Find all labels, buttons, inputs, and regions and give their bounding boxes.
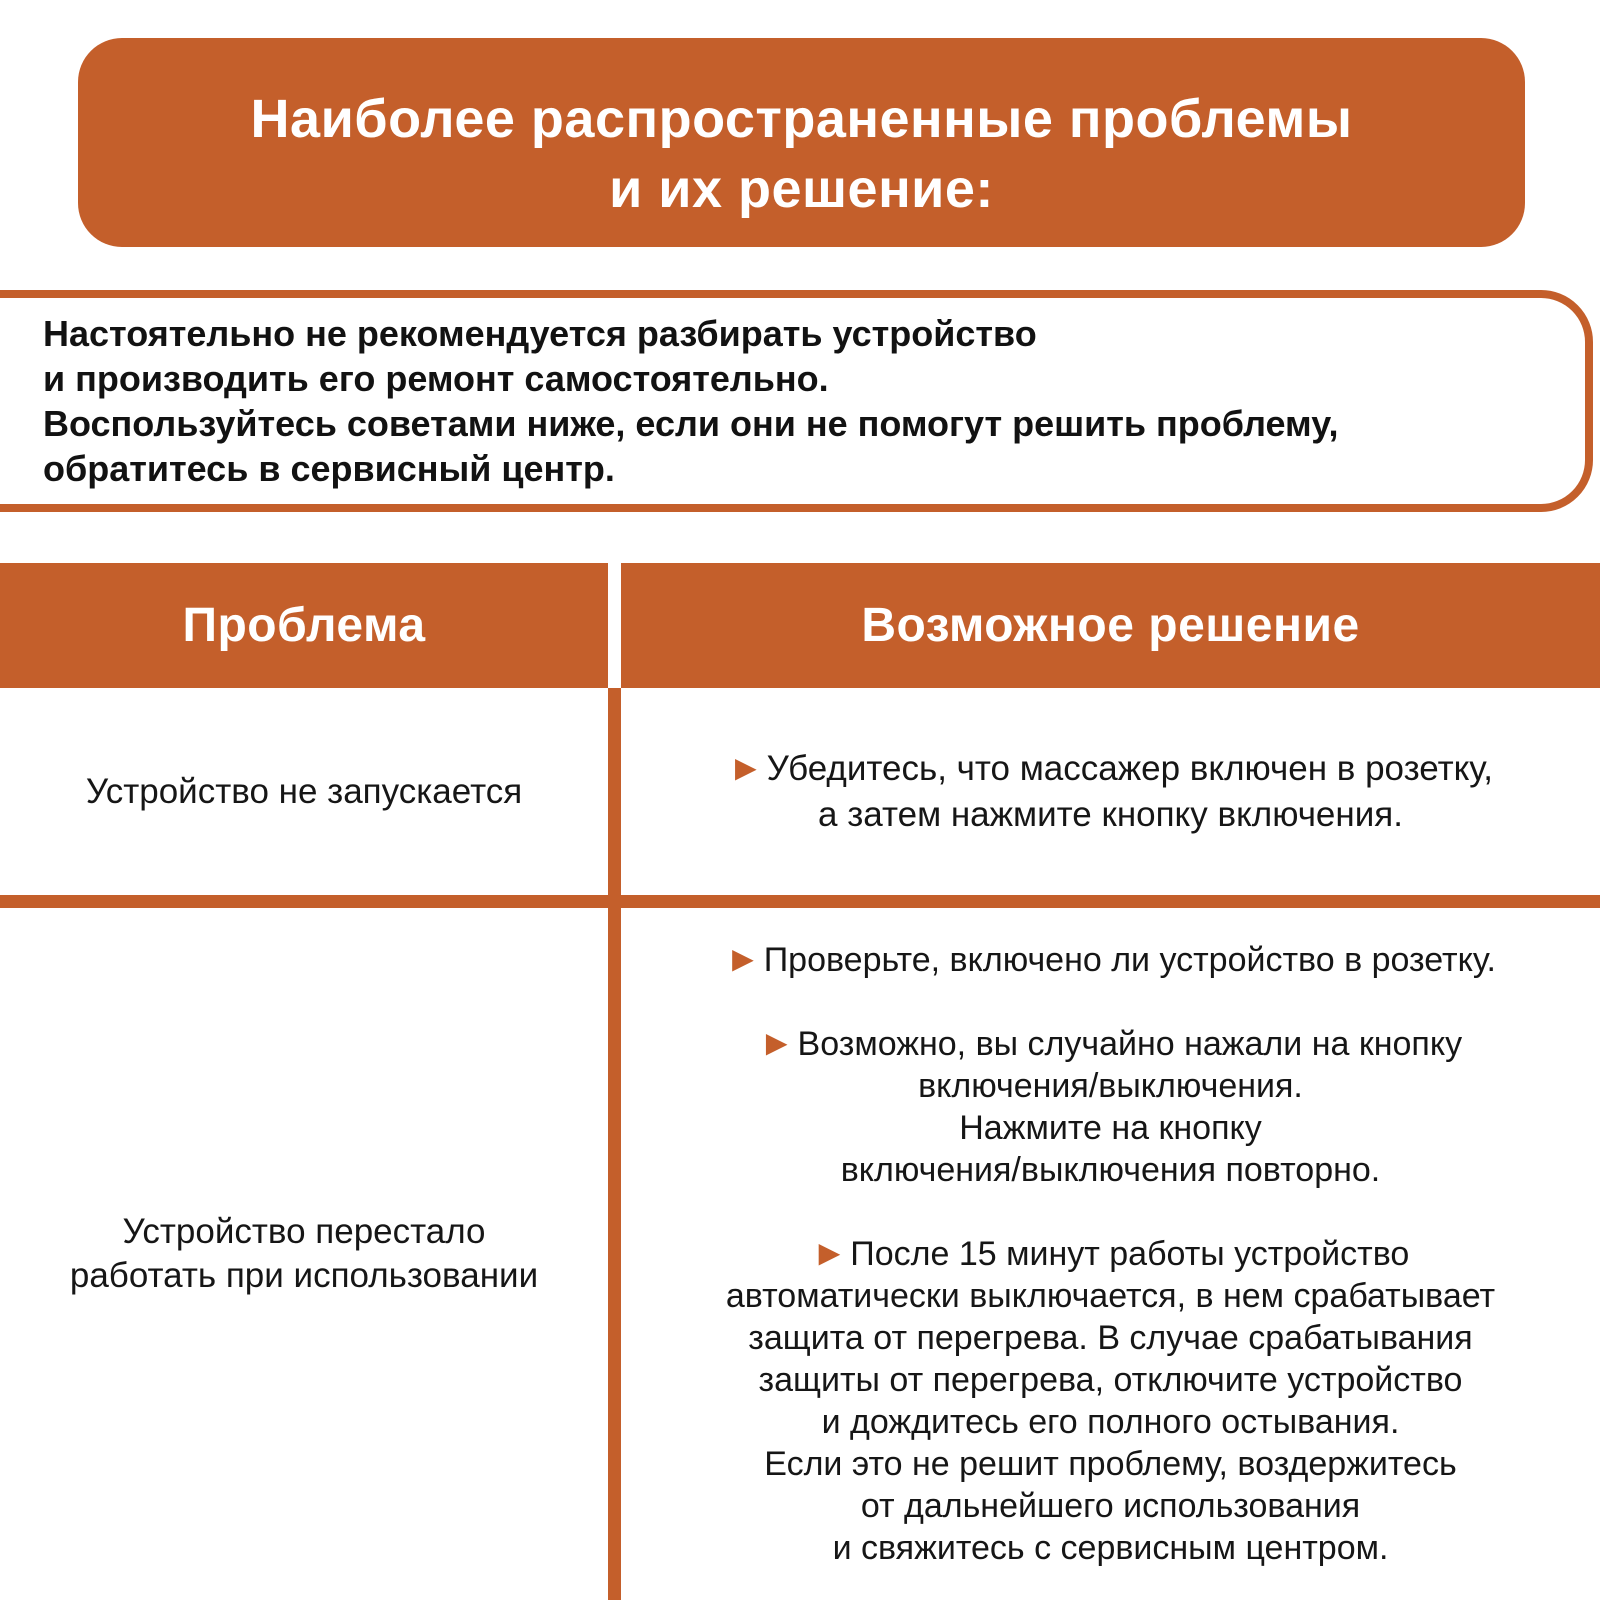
solution-line-text: После 15 минут работы устройство [850,1235,1410,1273]
bullet-triangle-icon: ► [811,1232,848,1273]
solution-block [759,1023,1462,1191]
solution-line-text: от дальнейшего использования [860,1487,1361,1525]
solution-line-text: включения/выключения повторно. [840,1151,1381,1189]
solution-line-text: Убедитесь, что массажер включен в розетку, [766,748,1494,788]
solution-line-text: и свяжитесь с сервисным центром. [832,1529,1389,1567]
solution-line-text: Возможно, вы случайно нажали на кнопку [797,1025,1463,1063]
warning-box [0,290,1593,512]
solution-line [759,1023,1462,1065]
solution-line-text: включения/выключения. [918,1067,1303,1105]
warning-line-1: Настоятельно не рекомендуется разбирать устройство [43,313,1037,354]
page-title-line-1: Наиболее распространенные проблемы [250,88,1353,149]
solution-line-text: защиты от перегрева, отключите устройство [758,1361,1463,1399]
warning-line-3: Воспользуйтесь советами ниже, если они не помогут решить проблему, [43,403,1339,444]
bullet-triangle-icon: ► [725,938,761,979]
problem-text: Устройство перестало [122,1212,486,1251]
solution-line-text: защита от перегрева. В случае срабатывания [748,1319,1473,1357]
table-header-problem [0,563,608,688]
table-row-1-solution-cell [621,688,1600,895]
warning-line-4: обратитесь в сервисный центр. [43,448,615,489]
table-row-2-problem-cell [0,908,608,1600]
table-header-solution-label: Возможное решение [861,599,1360,652]
bullet-triangle-icon: ► [727,746,764,788]
solution-line-text: а затем нажмите кнопку включения. [818,794,1403,834]
solution-line-text: автоматически выключается, в нем срабатывает [725,1277,1496,1315]
column-divider [608,688,621,1600]
table-header-solution [621,563,1600,688]
solution-line [728,746,1493,792]
title-banner [78,38,1525,247]
warning-line-2: и производить его ремонт самостоятельно. [43,358,829,399]
solution-line [725,939,1496,981]
table-header-problem-label: Проблема [182,599,426,652]
row-separator [0,895,1600,908]
solution-line [812,1233,1410,1275]
table-row-1-problem-cell [0,688,608,895]
bullet-triangle-icon: ► [758,1022,795,1063]
page-title-line-2: и их решение: [609,158,994,219]
solution-line-text: Проверьте, включено ли устройство в розетку. [763,941,1496,979]
solution-block [725,939,1496,981]
solution-line-text: Нажмите на кнопку [959,1109,1262,1147]
table-row-2-solution-cell [621,908,1600,1600]
problem-text: работать при использовании [69,1256,539,1295]
solution-block [726,1233,1495,1569]
solution-block [728,746,1493,838]
problem-text: Устройство не запускается [85,771,523,811]
solution-line-text: и дождитесь его полного остывания. [821,1403,1400,1441]
solution-line-text: Если это не решит проблему, воздержитесь [764,1445,1457,1483]
